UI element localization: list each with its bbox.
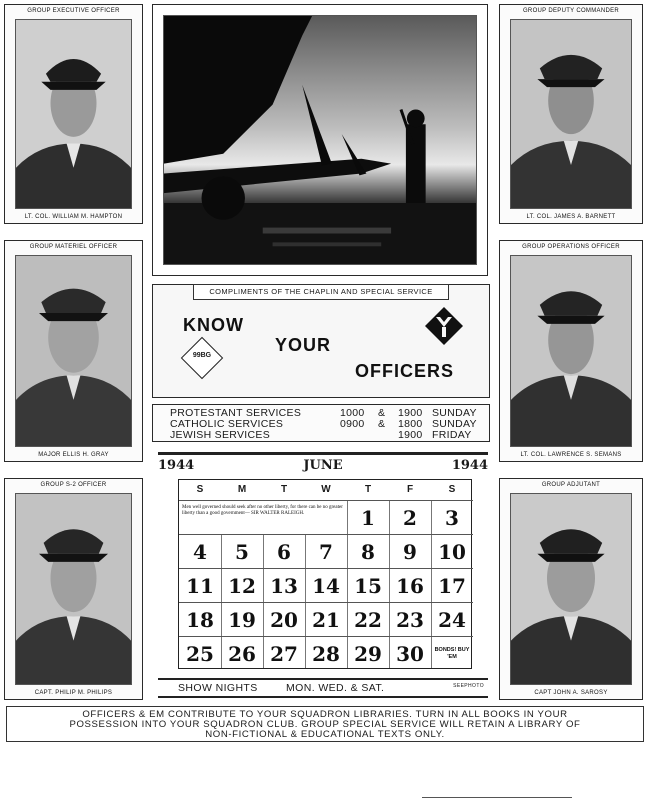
calendar-day: 17 — [431, 568, 473, 602]
weekday-header: F — [406, 484, 414, 495]
calendar-quote: Men well governed should seek after no other liberty, for there can be no greater liberty than a good government— SIR WALTER RALEIGH. — [179, 500, 347, 534]
calendar-day: 13 — [263, 568, 305, 602]
hero-photo-panel — [152, 4, 488, 276]
banner-officers: OFFICERS — [355, 361, 455, 381]
officer-panel-2 — [499, 4, 643, 224]
calendar-day: 2 — [389, 500, 431, 534]
officer-name: CAPT JOHN A. SAROSY — [534, 690, 608, 696]
officer-title: GROUP S-2 OFFICER — [40, 482, 107, 488]
calendar-day: 10 — [431, 534, 473, 568]
officer-name: CAPT. PHILIP M. PHILIPS — [34, 690, 113, 696]
calendar-day: 22 — [347, 602, 389, 636]
calendar-day: 11 — [179, 568, 221, 602]
officer-panel-3 — [4, 240, 143, 462]
officer-panel-5 — [4, 478, 143, 700]
calendar-year-left: 1944 — [158, 458, 195, 473]
service-day: FRIDAY — [432, 429, 472, 441]
service-time: 1900 — [398, 407, 423, 419]
calendar-day: 4 — [179, 534, 221, 568]
calendar-day: 30 — [389, 636, 431, 670]
bonds-note: BONDS! BUY 'EM — [431, 636, 473, 670]
service-amp: & — [378, 407, 386, 419]
officer-title: GROUP EXECUTIVE OFFICER — [27, 8, 120, 14]
calendar-day: 12 — [221, 568, 263, 602]
calendar-day: 7 — [305, 534, 347, 568]
officer-name: LT. COL. LAWRENCE S. SEMANS — [520, 452, 622, 458]
calendar-day: 27 — [263, 636, 305, 670]
service-time: 1800 — [398, 418, 423, 430]
banner-your: YOUR — [275, 335, 332, 355]
calendar-grid — [178, 479, 472, 669]
weekday-header: T — [364, 484, 372, 495]
service-time: 0900 — [340, 418, 365, 430]
calendar-month: JUNE — [303, 458, 343, 473]
service-day: SUNDAY — [432, 418, 477, 430]
calendar-day: 1 — [347, 500, 389, 534]
sunset-silhouette-photo — [163, 15, 477, 265]
officer-portrait-5 — [15, 493, 132, 685]
weekday-header: S — [448, 484, 456, 495]
officer-panel-1 — [4, 4, 143, 224]
calendar-day: 15 — [347, 568, 389, 602]
calendar-day: 3 — [431, 500, 473, 534]
officer-portrait-4 — [510, 255, 632, 447]
calendar-header — [158, 458, 488, 476]
officer-portrait-1 — [15, 19, 132, 209]
officer-panel-6 — [499, 478, 643, 700]
show-nights-label: SHOW NIGHTS — [178, 682, 258, 694]
officer-name: MAJOR ELLIS H. GRAY — [38, 452, 109, 458]
service-name: CATHOLIC SERVICES — [170, 418, 284, 430]
officer-title: GROUP OPERATIONS OFFICER — [522, 244, 620, 250]
calendar-day: 24 — [431, 602, 473, 636]
officer-portrait-2 — [510, 19, 632, 209]
calendar-day: 14 — [305, 568, 347, 602]
calendar-day: 28 — [305, 636, 347, 670]
weekday-header: S — [196, 484, 204, 495]
service-name: PROTESTANT SERVICES — [170, 407, 302, 419]
calendar-day: 8 — [347, 534, 389, 568]
officer-name: LT. COL. JAMES A. BARNETT — [526, 214, 616, 220]
calendar-day: 19 — [221, 602, 263, 636]
calendar-day: 20 — [263, 602, 305, 636]
calendar-day: 29 — [347, 636, 389, 670]
signature-line — [422, 797, 572, 798]
weekday-header: M — [237, 484, 247, 495]
calendar-day: 26 — [221, 636, 263, 670]
officer-name: LT. COL. WILLIAM M. HAMPTON — [24, 214, 123, 220]
show-nights-days: MON. WED. & SAT. — [286, 682, 385, 694]
weekday-header: W — [321, 484, 331, 495]
calendar-day: 9 — [389, 534, 431, 568]
service-name: JEWISH SERVICES — [170, 429, 270, 441]
service-time: 1900 — [398, 429, 423, 441]
know-your-officers-banner — [152, 284, 490, 398]
weekday-header: T — [280, 484, 288, 495]
calendar-day: 23 — [389, 602, 431, 636]
service-time: 1000 — [340, 407, 365, 419]
calendar-day: 21 — [305, 602, 347, 636]
notice-line: NON-FICTIONAL & EDUCATIONAL TEXTS ONLY. — [205, 729, 445, 740]
service-row — [170, 430, 483, 441]
calendar-day: 25 — [179, 636, 221, 670]
calendar-day: 5 — [221, 534, 263, 568]
officer-title: GROUP MATERIEL OFFICER — [29, 244, 118, 250]
y-diamond-icon — [423, 305, 465, 347]
notice-line: POSSESSION INTO YOUR SQUADRON CLUB. GROUP SPECIAL SERVICE WILL RETAIN A LIBRARY OF — [69, 719, 581, 730]
religious-services-schedule — [152, 404, 490, 442]
officer-portrait-3 — [15, 255, 132, 447]
notice-line: OFFICERS & EM CONTRIBUTE TO YOUR SQUADRON LIBRARIES. TURN IN ALL BOOKS IN YOUR — [82, 709, 568, 720]
calendar-year-right: 1944 — [451, 458, 488, 473]
officer-portrait-6 — [510, 493, 632, 685]
officer-panel-4 — [499, 240, 643, 462]
officer-title: GROUP DEPUTY COMMANDER — [522, 8, 620, 14]
library-notice — [6, 706, 644, 742]
service-day: SUNDAY — [432, 407, 477, 419]
banner-know: KNOW — [183, 315, 244, 335]
calendar-day: 16 — [389, 568, 431, 602]
calendar-day: 6 — [263, 534, 305, 568]
calendar-rule — [158, 452, 488, 455]
service-amp: & — [378, 418, 386, 430]
badge-label: 99BG — [192, 352, 212, 359]
banner-header: COMPLIMENTS OF THE CHAPLIN AND SPECIAL SERVICE — [193, 284, 449, 300]
photo-credit: SEEPHOTO — [453, 683, 484, 689]
officer-title: GROUP ADJUTANT — [541, 482, 601, 488]
show-nights-bar — [158, 678, 488, 698]
calendar-day: 18 — [179, 602, 221, 636]
